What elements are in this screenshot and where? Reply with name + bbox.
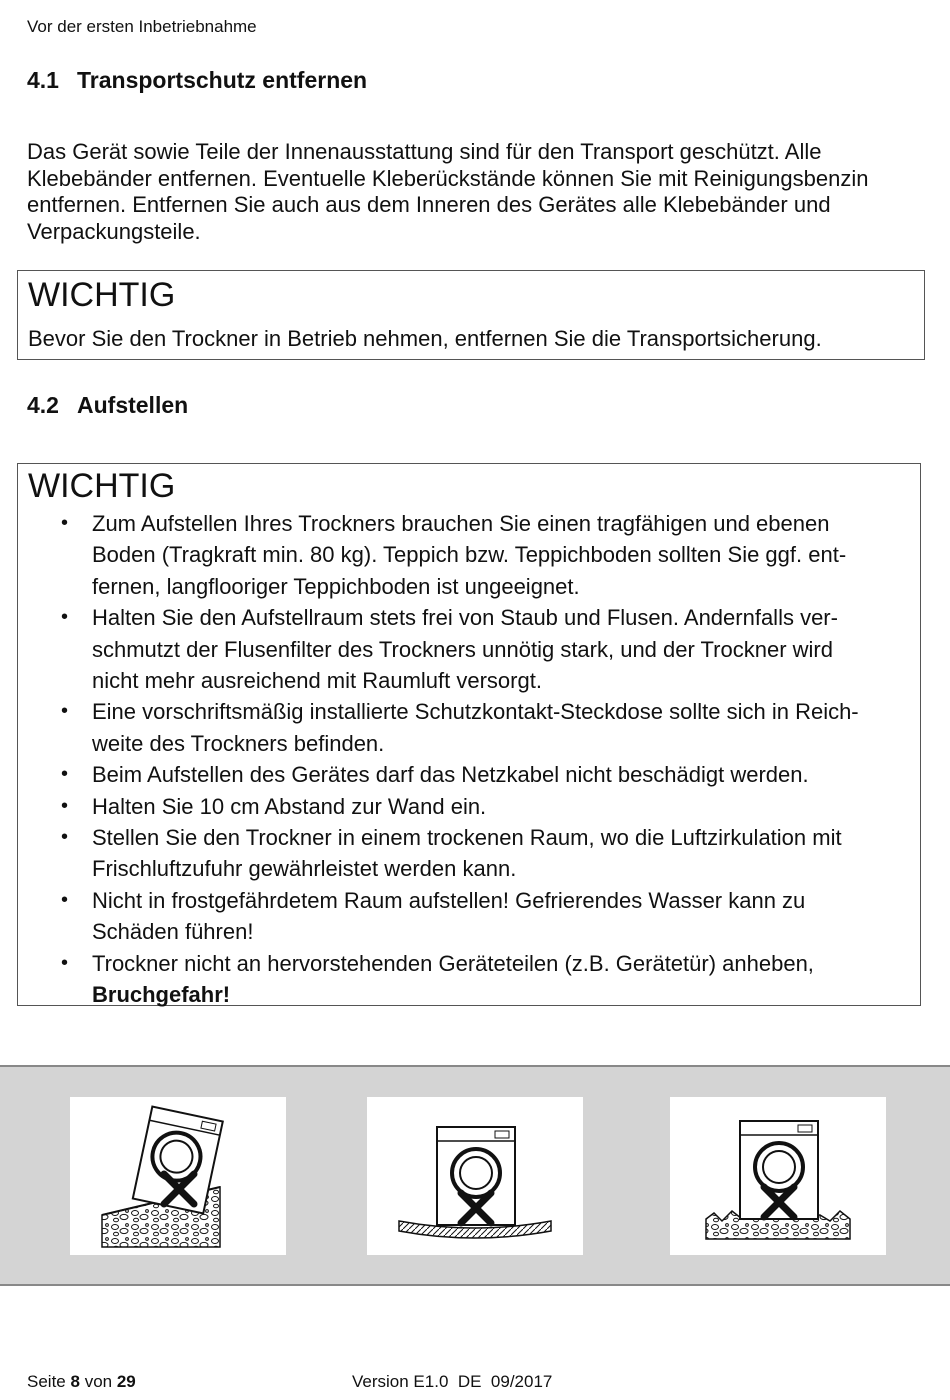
list-item-line: Zum Aufstellen Ihres Trockners brauchen Sie einen tragfähigen und ebenen: [92, 511, 830, 536]
version-info: Version E1.0 DE 09/2017: [352, 1372, 553, 1391]
list-item-line: Beim Aufstellen des Gerätes darf das Netzkabel nicht beschädigt werden.: [92, 762, 809, 788]
list-item-line: weite des Trockners befinden.: [92, 730, 385, 756]
list-item-line: Stellen Sie den Trockner in einem trockenen Raum, wo die Luftzirkulation mit: [92, 825, 842, 851]
bullet-icon: •: [61, 794, 69, 817]
notice-title: WICHTIG: [28, 276, 176, 314]
list-item-line: Trockner nicht an hervorstehenden Geräteteilen (z.B. Gerätetür) anheben,: [92, 950, 814, 976]
bullet-icon: •: [61, 951, 69, 974]
transport-paragraph: [27, 139, 927, 245]
bullet-icon: •: [61, 512, 69, 534]
section-number: 4.1: [27, 67, 59, 93]
paragraph-line: Das Gerät sowie Teile der Innenausstattung sind für den Transport geschützt. Alle: [27, 139, 822, 164]
total-pages: 29: [116, 1372, 136, 1391]
current-page: 8: [70, 1372, 80, 1391]
page-number: [27, 1372, 136, 1392]
bullet-icon: •: [61, 606, 69, 629]
important-notice-transport: [17, 270, 925, 360]
list-item-line: Nicht in frostgefährdetem Raum aufstellen! Gefrierendes Wasser kann zu: [92, 887, 806, 913]
warning-emphasis: Bruchgefahr!: [92, 982, 231, 1008]
bullet-icon: •: [61, 763, 69, 786]
list-item: [28, 602, 910, 696]
list-item: [28, 508, 910, 602]
paragraph-line: entfernen. Entfernen Sie auch aus dem Inneren des Gerätes alle Klebebänder und: [27, 192, 831, 217]
list-item: [28, 791, 910, 822]
important-notice-setup: [17, 463, 921, 1006]
bullet-icon: •: [61, 700, 69, 723]
figure-panel: [670, 1097, 886, 1255]
bullet-icon: •: [61, 826, 69, 849]
notice-title: WICHTIG: [28, 467, 176, 505]
paragraph-line: Verpackungsteile.: [27, 218, 201, 244]
paragraph-line: Klebebänder entfernen. Eventuelle Kleberückstände können Sie mit Reinigungsbenzin: [27, 165, 869, 191]
section-number: 4.2: [27, 392, 59, 418]
list-item-line: Frischluftzufuhr gewährleistet werden kann.: [92, 856, 517, 882]
list-item: [28, 948, 910, 1011]
list-item-line: Halten Sie 10 cm Abstand zur Wand ein.: [92, 793, 487, 819]
dryer-on-uneven-board-icon: [367, 1097, 583, 1255]
list-item-line: Halten Sie den Aufstellraum stets frei von Staub und Flusen. Andernfalls ver-: [92, 605, 838, 631]
figure-panel: [367, 1097, 583, 1255]
page-label: Seite: [27, 1372, 66, 1391]
notice-text: Bevor Sie den Trockner in Betrieb nehmen, entfernen Sie die Transportsicherung.: [28, 326, 822, 351]
list-item: [28, 885, 910, 948]
list-item-line: Boden (Tragkraft min. 80 kg). Teppich bzw. Teppichboden sollten Sie ggf. ent-: [92, 542, 847, 568]
setup-bullet-list: [28, 508, 910, 1011]
list-item: [28, 759, 910, 790]
section-heading-4-1: [27, 67, 367, 94]
bullet-icon: •: [61, 888, 69, 911]
section-title: Transportschutz entfernen: [77, 67, 368, 93]
list-item-line: Eine vorschriftsmäßig installierte Schutzkontakt-Steckdose sollte sich in Reich-: [92, 699, 859, 725]
of-label: von: [84, 1372, 113, 1391]
dryer-on-rough-ground-icon: [670, 1097, 886, 1255]
installation-figure: [0, 1065, 950, 1286]
list-item: [28, 696, 910, 759]
list-item-line: nicht mehr ausreichend mit Raumluft versorgt.: [92, 668, 542, 694]
list-item-line: Schäden führen!: [92, 919, 254, 945]
section-title: Aufstellen: [77, 392, 189, 418]
dryer-on-sloped-ground-icon: [70, 1097, 286, 1255]
list-item: [28, 822, 910, 885]
section-heading-4-2: [27, 392, 188, 419]
list-item-line: schmutzt der Flusenfilter des Trockners unnötig stark, und der Trockner wird: [92, 636, 833, 662]
list-item-line: fernen, langflooriger Teppichboden ist ungeeignet.: [92, 573, 580, 599]
running-header: Vor der ersten Inbetriebnahme: [27, 17, 257, 36]
figure-panel: [70, 1097, 286, 1255]
